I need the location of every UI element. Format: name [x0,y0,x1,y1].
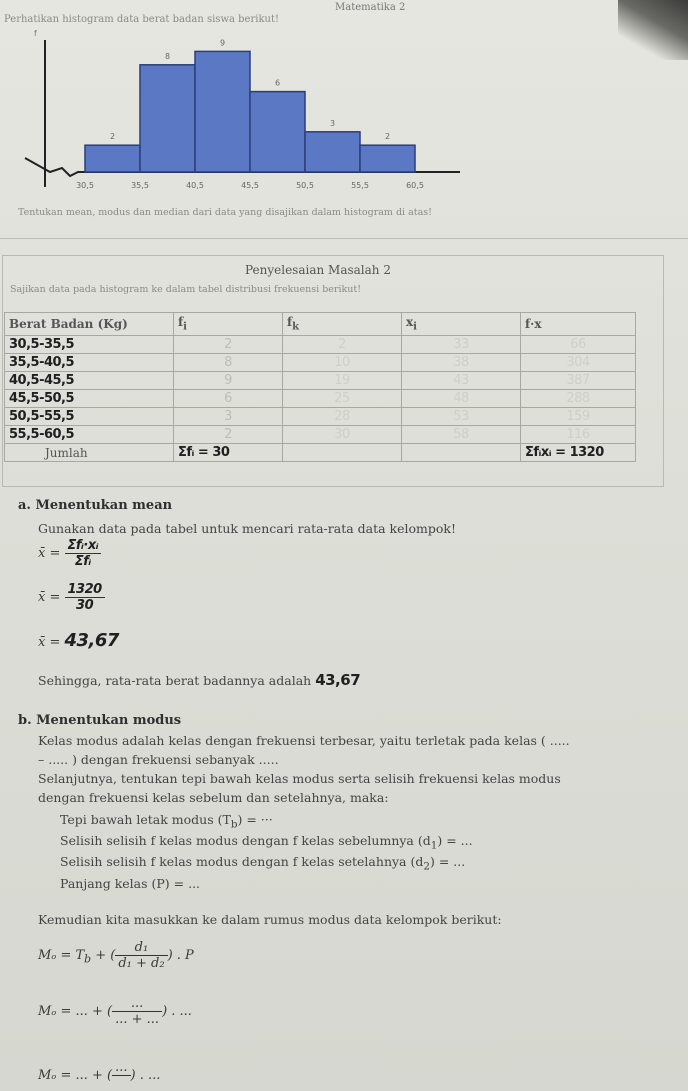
table-row [5,372,636,390]
header-fk: $f_k$ [283,313,402,336]
x-tick-label: 50,5 [296,181,314,190]
histogram-bar [360,145,415,172]
table-row [5,336,636,354]
modus-p1: Kelas modus adalah kelas dengan frekuensi terbesar, yaitu terletak pada kelas ( ..... [38,733,570,748]
mean-formula: x̄ = $\frac{\text{Σfᵢ·xᵢ}}{\text{Σfᵢ}}$ [38,538,101,569]
x-tick-label: 30,5 [76,181,94,190]
cell-value: 19 [283,372,402,390]
bar-value-label: 2 [384,132,391,142]
bar-value-label: 2 [109,132,116,142]
histogram-bar [250,92,305,172]
table-row [5,408,636,426]
cell-value: 304 [521,354,636,372]
cell-value: 3 [174,408,283,426]
bar-value-label: 8 [164,51,171,61]
cell-value: 2 [174,426,283,444]
x-tick-label: 45,5 [241,181,259,190]
histogram-bar [140,65,195,172]
intro-text: Perhatikan histogram data berat badan siswa berikut! [4,14,279,25]
modus-p2: – ..... ) dengan frekuensi sebanyak ..... [38,752,279,767]
cell-value: 10 [283,354,402,372]
mean-conclusion-value: 43,67 [315,671,361,689]
cell-value: 28 [283,408,402,426]
histogram-bar [85,145,140,172]
x-tick-label: 55,5 [351,181,369,190]
modus-substitution: Mₒ = ... + ( $\frac{...}{... + ...}$ ) . ... [38,996,192,1027]
modus-line-d1: Selisih selisih f kelas modus dengan f kelas sebelumnya $(d_1)$ = ... [60,833,473,852]
cell-value: 58 [402,426,521,444]
cell-value: 66 [521,336,636,354]
cell-value: 43 [402,372,521,390]
cell-value: 159 [521,408,636,426]
mean-result-line: x̄ = 43,67 [38,630,119,651]
modus-line-p: Panjang kelas (P) = ... [60,876,201,891]
table-header-row [5,313,636,336]
cell-value: 8 [174,354,283,372]
bar-value-label: 9 [219,38,226,48]
total-label: Jumlah [5,444,174,462]
header-weight: Berat Badan (Kg) [5,313,174,336]
modus-line-tb: Tepi bawah letak modus $(T_b)$ = ··· [60,812,273,831]
cell-class: 55,5-60,5 [5,426,174,444]
cell-value: 30 [283,426,402,444]
mean-formula-num: Σfᵢ·xᵢ [65,538,102,554]
cell-class: 30,5-35,5 [5,336,174,354]
cell-value: 25 [283,390,402,408]
modus-p4: dengan frekuensi kelas sebelum dan setelahnya, maka: [38,790,389,805]
cell-value: 6 [174,390,283,408]
cell-value: 38 [402,354,521,372]
cell-class: 40,5-45,5 [5,372,174,390]
bar-value-label: 6 [274,78,281,88]
bar-value-label: 3 [329,118,336,128]
header-xi: $x_i$ [402,313,521,336]
mean-sub-num: 1320 [65,582,105,598]
header-fi: $f_i$ [174,313,283,336]
cell-value: 2 [283,336,402,354]
cell-value: 288 [521,390,636,408]
histogram-chart [20,28,480,207]
modus-line-d2: Selisih selisih f kelas modus dengan f kelas setelahnya $(d_2)$ = ... [60,854,466,873]
histogram-bar [305,132,360,172]
modus-p5: Kemudian kita masukkan ke dalam rumus modus data kelompok berikut: [38,912,502,927]
total-f: Σfᵢ = 30 [174,444,283,462]
table-row [5,390,636,408]
cell-value: 116 [521,426,636,444]
solution-subtitle: Sajikan data pada histogram ke dalam tabel distribusi frekuensi berikut! [10,284,362,295]
solution-title: Penyelesaian Masalah 2 [245,263,391,277]
total-fx: Σfᵢxᵢ = 1320 [521,444,636,462]
x-tick-label: 40,5 [186,181,204,190]
cell-value: 33 [402,336,521,354]
cell-class: 35,5-40,5 [5,354,174,372]
header-fixi: f·x [521,313,636,336]
frequency-table [4,312,636,462]
mean-result: 43,67 [64,630,119,651]
cell-class: 50,5-55,5 [5,408,174,426]
x-tick-label: 60,5 [406,181,424,190]
cell-value: 53 [402,408,521,426]
mean-substitution: x̄ = $\frac{1320}{30}$ [38,582,105,613]
cell-value: 48 [402,390,521,408]
page-number: Matematika 2 [335,2,406,13]
cell-value: 387 [521,372,636,390]
photo-shadow [618,0,688,60]
cell-value: 2 [174,336,283,354]
histogram-bar [195,51,250,172]
x-tick-label: 35,5 [131,181,149,190]
modus-p3: Selanjutnya, tentukan tepi bawah kelas modus serta selisih frekuensi kelas modus [38,771,561,786]
modus-heading: b. Menentukan modus [18,713,182,728]
section-divider [0,238,688,239]
mean-formula-den: Σfᵢ [74,554,91,569]
table-row [5,426,636,444]
table-row [5,354,636,372]
chart-caption: Tentukan mean, modus dan median dari data yang disajikan dalam histogram di atas! [18,207,432,218]
table-total-row [5,444,636,462]
cell-value: 9 [174,372,283,390]
mean-conclusion: Sehingga, rata-rata berat badannya adalah 43,67 [38,671,361,689]
cell-class: 45,5-50,5 [5,390,174,408]
mean-sub-den: 30 [76,598,94,613]
y-axis-label: f [34,29,37,38]
modus-formula: $M_o = T_b$ + ( $\frac{\text{d₁}}{\text{d₁ + d₂}}$ ) . P [38,940,194,971]
mean-prompt: Gunakan data pada tabel untuk mencari rata-rata data kelompok! [38,521,457,536]
modus-result: Mₒ = ... + ( ... ) . ... [38,1060,161,1083]
mean-heading: a. Menentukan mean [18,498,173,513]
